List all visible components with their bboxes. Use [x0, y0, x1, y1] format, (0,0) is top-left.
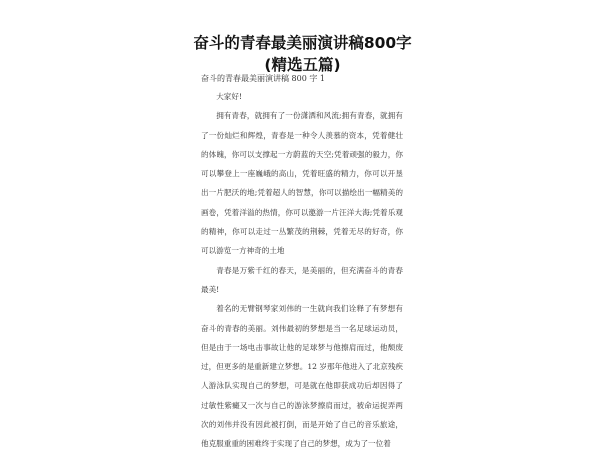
- greeting-paragraph: 大家好!: [216, 92, 243, 101]
- document-subtitle: 奋斗的青春最美丽演讲稿 800 字 1: [201, 74, 325, 83]
- document-body: [201, 87, 403, 454]
- body-paragraph: 拥有青春，就拥有了一份潇洒和风流;拥有青春，就拥有了一份灿烂和辉煌，青春是一种令人羡慕的资本，凭着健壮的体魄，你可以支撑起一方蔚蓝的天空;凭着顽强的毅力，你可以攀登上一座巍峨的高山，凭着旺盛的精力，你可以开垦出一片肥沃的地;凭着超人的智慧，你可以描绘出一幅精美的画卷，凭着洋溢的热情，你可以邀游一片汪洋大海;凭着乐观的精神，你可以走过一丛繁茂的荆棘，凭着无尽的好奇，你可以游览一方神奇的土地: [201, 111, 403, 256]
- body-paragraph: 青春是万紫千红的春天，是美丽的，但充满奋斗的青春最美!: [201, 265, 403, 294]
- body-paragraph: 着名的无臂钢琴家刘伟的一生就向我们诠释了有梦想有奋斗的青春的美丽。刘伟最初的梦想是当一名足球运动员，但是由于一场电击事故让他的足球梦与他擦肩而过，他颓废过，但更多的是重新建立梦想。12 岁那年他进入了北京残疾人游泳队实现自己的梦想，可是就在他即获成功后却因得了过敏性紫癜又一次与自己的游泳梦擦肩而过，被命运捉弄两次的刘伟并没有因此被打倒，而是开始了自己的音乐旅途，他克服重重的困难终于实现了自己的梦想，成为了一位着: [201, 304, 403, 449]
- document-title: 奋斗的青春最美丽演讲稿800字(精选五篇): [193, 34, 412, 74]
